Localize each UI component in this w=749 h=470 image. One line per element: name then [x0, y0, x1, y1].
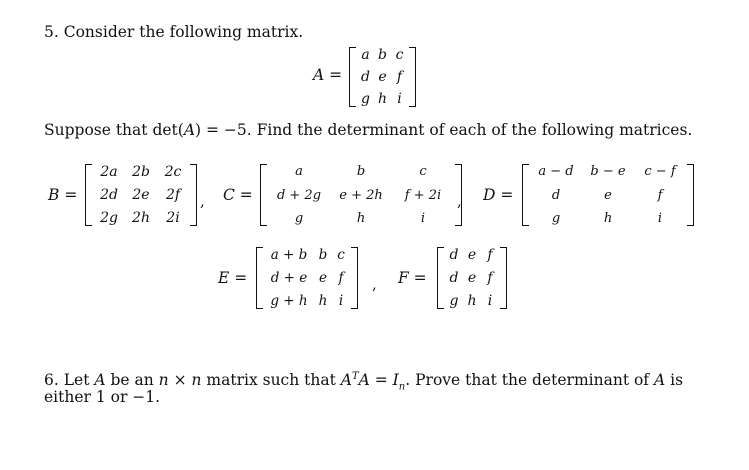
matrix-C-entry: a	[295, 164, 303, 179]
matrix-F-entry: d	[449, 247, 459, 263]
matrix-D-entry: i	[657, 211, 663, 226]
matrix-E-entry: c	[337, 247, 345, 263]
matrix-D-entry: f	[657, 187, 663, 203]
matrix-F-entry: e	[467, 247, 477, 263]
matrix-D	[522, 164, 694, 226]
matrix-A-right-bracket	[409, 47, 416, 107]
matrix-B-right-bracket	[190, 164, 197, 226]
matrix-C-entry: c	[419, 164, 427, 179]
matrix-F-entry: d	[449, 270, 459, 286]
matrix-C-entry: g	[294, 211, 304, 226]
matrix-D-entry: a − d	[538, 164, 574, 179]
matrix-D-entry: b − e	[590, 164, 626, 179]
suppose-line: Suppose that det(A) = −5. Find the determinant of each of the following matrices.	[44, 121, 693, 139]
matrix-D-entry: g	[551, 211, 561, 226]
matrix-A	[349, 47, 416, 107]
problem-6-line-2: either 1 or −1.	[44, 388, 161, 406]
matrix-F	[437, 247, 507, 309]
matrix-D-entry: h	[603, 211, 613, 226]
matrix-D-label: D =	[483, 186, 514, 204]
matrix-B-entry: 2g	[100, 210, 118, 226]
matrix-E-entry: d + e	[270, 270, 308, 286]
matrix-E-right-bracket	[351, 247, 358, 309]
matrix-D-entry: c − f	[644, 164, 676, 179]
matrix-E-entry: h	[318, 293, 328, 309]
matrix-F-entry: f	[487, 247, 493, 263]
problem-5-intro	[44, 22, 303, 42]
matrix-A-entry: f	[396, 69, 403, 85]
problem-6-line-1: 6. Let A be an n × n matrix such that $A^TA = I_n$. Prove that the determinant of A is	[44, 371, 684, 393]
matrix-B-entry: 2e	[132, 187, 150, 203]
matrix-F-entry: i	[487, 293, 493, 309]
matrix-C-entry: e + 2h	[339, 187, 383, 203]
matrix-A-entry: h	[377, 91, 388, 107]
matrix-A-label: A =	[313, 66, 343, 84]
matrix-E-entry: g + h	[270, 293, 308, 309]
matrix-F-entry: h	[467, 293, 477, 309]
comma-E: ,	[372, 275, 377, 293]
matrix-C-entry: d + 2g	[276, 187, 322, 203]
matrix-F-left-bracket	[437, 247, 444, 309]
matrix-B-entry: 2c	[164, 164, 182, 180]
matrix-C-entry: i	[420, 211, 426, 226]
matrix-A-entry: a	[361, 47, 370, 63]
matrix-F-right-bracket	[500, 247, 507, 309]
matrix-C-left-bracket	[260, 164, 267, 226]
matrix-B-entry: 2f	[165, 187, 181, 203]
matrix-D-right-bracket	[687, 164, 694, 226]
matrix-B-label: B =	[48, 186, 78, 204]
matrix-D-left-bracket	[522, 164, 529, 226]
matrix-C	[260, 164, 462, 226]
matrix-B-left-bracket	[85, 164, 92, 226]
matrix-B	[85, 164, 197, 226]
problem-5-intro-text: Consider the following matrix.	[63, 23, 304, 41]
problem-6-number: 6.	[44, 371, 59, 390]
matrix-C-entry: h	[356, 211, 366, 226]
matrix-A-entry: b	[378, 47, 387, 63]
matrix-E	[256, 247, 358, 309]
matrix-F-entry: g	[449, 293, 459, 309]
matrix-E-entry: f	[338, 270, 344, 286]
matrix-A-entry: e	[378, 69, 387, 85]
matrix-B-entry: 2b	[132, 164, 150, 180]
matrix-D-entry: d	[551, 187, 561, 203]
matrix-F-entry: e	[467, 270, 477, 286]
matrix-B-entry: 2a	[100, 164, 118, 180]
matrix-E-entry: i	[338, 293, 344, 309]
matrix-C-entry: b	[356, 164, 366, 179]
matrix-F-label: F =	[398, 269, 427, 287]
matrix-F-entry: f	[487, 270, 493, 286]
matrix-A-entry: i	[397, 91, 402, 107]
matrix-D-entry: e	[604, 187, 612, 203]
matrix-C-label: C =	[223, 186, 253, 204]
matrix-A-entry: c	[395, 47, 404, 63]
matrix-E-entry: b	[318, 247, 328, 263]
matrix-B-entry: 2d	[100, 187, 118, 203]
matrix-A-entry: g	[361, 91, 370, 107]
matrix-B-entry: 2i	[166, 210, 180, 226]
comma-B: ,	[200, 192, 205, 210]
comma-C: ,	[457, 192, 462, 210]
matrix-A-left-bracket	[349, 47, 356, 107]
matrix-A-entry: d	[361, 69, 370, 85]
matrix-E-entry: e	[319, 270, 327, 286]
matrix-C-entry: f + 2i	[404, 187, 442, 203]
matrix-E-label: E =	[218, 269, 248, 287]
matrix-E-entry: a + b	[270, 247, 308, 263]
matrix-E-left-bracket	[256, 247, 263, 309]
matrix-B-entry: 2h	[132, 210, 150, 226]
problem-5-number: 5.	[44, 23, 59, 41]
